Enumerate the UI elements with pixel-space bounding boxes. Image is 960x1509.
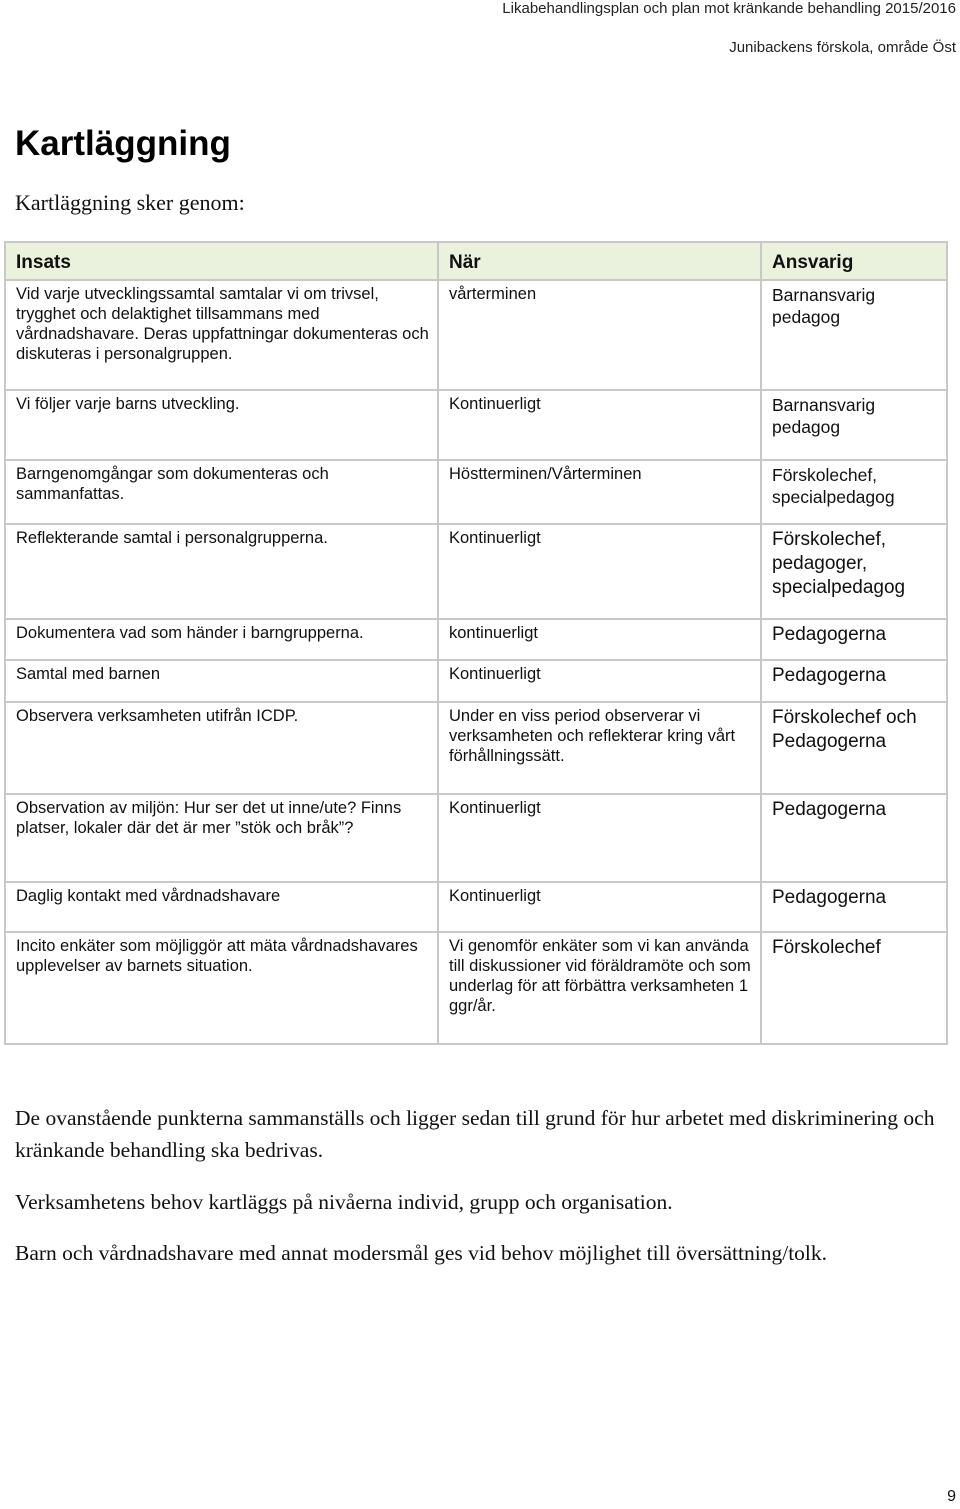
cell-ansvarig: Pedagogerna: [761, 660, 947, 702]
column-header-ansvarig: Ansvarig: [761, 242, 947, 280]
cell-insats: Reflekterande samtal i personalgrupperna.: [5, 524, 438, 619]
cell-nar: Kontinuerligt: [438, 524, 761, 619]
cell-insats: Incito enkäter som möjliggör att mäta vårdnadshavares upplevelser av barnets situation.: [5, 932, 438, 1044]
column-header-insats: Insats: [5, 242, 438, 280]
table-row: [5, 460, 947, 524]
cell-nar: vårterminen: [438, 280, 761, 390]
table-row: [5, 524, 947, 619]
cell-ansvarig: Förskolechef, specialpedagog: [761, 460, 947, 524]
cell-insats: Barngenomgångar som dokumenteras och sammanfattas.: [5, 460, 438, 524]
kartlaggning-table: [4, 241, 948, 1045]
table-row: [5, 794, 947, 882]
cell-ansvarig: Barnansvarig pedagog: [761, 280, 947, 390]
cell-ansvarig: Förskolechef, pedagoger, specialpedagog: [761, 524, 947, 619]
translation-paragraph: Barn och vårdnadshavare med annat modersmål ges vid behov möjlighet till översättning/tolk.: [15, 1241, 828, 1265]
cell-nar: Kontinuerligt: [438, 794, 761, 882]
cell-insats: Vi följer varje barns utveckling.: [5, 390, 438, 460]
cell-ansvarig: Förskolechef: [761, 932, 947, 1044]
cell-ansvarig: Pedagogerna: [761, 882, 947, 932]
summary-paragraph: De ovanstående punkterna sammanställs och ligger sedan till grund för hur arbetet med diskriminering och kränkande behandling ska bedrivas.: [15, 1106, 935, 1162]
cell-insats: Vid varje utvecklingssamtal samtalar vi om trivsel, trygghet och delaktighet tillsammans med vårdnadshavare. Deras uppfattningar dokumenteras och diskuteras i personalgruppen.: [5, 280, 438, 390]
cell-insats: Observation av miljön: Hur ser det ut inne/ute? Finns platser, lokaler där det är mer ”stök och bråk”?: [5, 794, 438, 882]
cell-ansvarig: Barnansvarig pedagog: [761, 390, 947, 460]
table-row: [5, 702, 947, 794]
needs-paragraph: Verksamhetens behov kartläggs på nivåerna individ, grupp och organisation.: [15, 1190, 673, 1214]
table-row: [5, 280, 947, 390]
cell-ansvarig: Pedagogerna: [761, 619, 947, 660]
page-subtitle: Kartläggning sker genom:: [15, 190, 245, 215]
page-title: Kartläggning: [15, 124, 231, 163]
cell-nar: kontinuerligt: [438, 619, 761, 660]
cell-ansvarig: Förskolechef och Pedagogerna: [761, 702, 947, 794]
cell-nar: Höstterminen/Vårterminen: [438, 460, 761, 524]
cell-nar: Kontinuerligt: [438, 390, 761, 460]
table-row: [5, 882, 947, 932]
table-row: [5, 660, 947, 702]
document-header-school: Junibackens förskola, område Öst: [729, 39, 956, 56]
cell-insats: Observera verksamheten utifrån ICDP.: [5, 702, 438, 794]
cell-nar: Kontinuerligt: [438, 660, 761, 702]
table-row: [5, 390, 947, 460]
cell-nar: Vi genomför enkäter som vi kan använda till diskussioner vid föräldramöte och som underlag för att förbättra verksamheten 1 ggr/år.: [438, 932, 761, 1044]
cell-insats: Daglig kontakt med vårdnadshavare: [5, 882, 438, 932]
page-number: 9: [947, 1488, 956, 1505]
table-header-row: [5, 242, 947, 280]
table-row: [5, 619, 947, 660]
cell-nar: Under en viss period observerar vi verksamheten och reflekterar kring vårt förhållningssätt.: [438, 702, 761, 794]
table-row: [5, 932, 947, 1044]
cell-ansvarig: Pedagogerna: [761, 794, 947, 882]
cell-insats: Samtal med barnen: [5, 660, 438, 702]
column-header-nar: När: [438, 242, 761, 280]
cell-insats: Dokumentera vad som händer i barngrupperna.: [5, 619, 438, 660]
document-header-title: Likabehandlingsplan och plan mot kränkande behandling 2015/2016: [502, 0, 956, 17]
cell-nar: Kontinuerligt: [438, 882, 761, 932]
